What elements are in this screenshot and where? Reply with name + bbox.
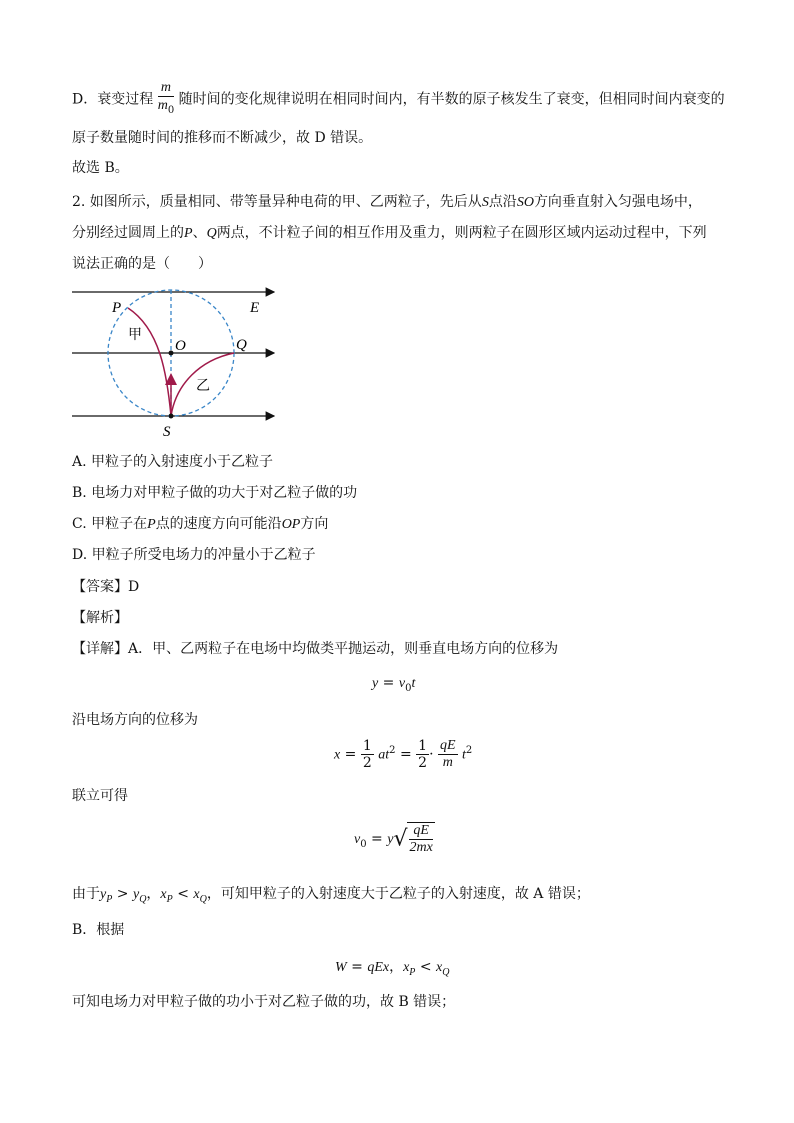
label-S: S xyxy=(163,424,171,440)
label-O: O xyxy=(175,338,186,354)
equation-3: $v_0 = y√$ $\frac{qE}{2mx}$ xyxy=(354,823,433,855)
text-combine: 联立可得 xyxy=(72,788,128,804)
detail-since-line: 由于$y_P > y_Q$，$x_P < x_Q$，可知甲粒子的入射速度大于乙粒子的入射速度，故 A 错误； xyxy=(72,886,590,905)
analysis-tag: 【解析】 xyxy=(72,610,128,626)
option-d: D. 甲粒子所受电场力的冲量小于乙粒子 xyxy=(72,547,316,563)
option-c: C. 甲粒子在P点的速度方向可能沿OP方向 xyxy=(72,516,329,532)
question-line3: 说法正确的是（ ） xyxy=(72,256,212,272)
question-line1: 2. 如图所示，质量相同、带等量异种电荷的甲、乙两粒子，先后从S点沿SO方向垂直射入匀强电场中， xyxy=(72,194,702,210)
equation-4: W = qEx，$x_P < x_Q$ xyxy=(335,959,450,978)
text-along-field: 沿电场方向的位移为 xyxy=(72,712,198,728)
answer-line: 【答案】D xyxy=(72,579,140,595)
previous-option-d-line2: 原子数量随时间的推移而不断减少，故 D 错误。 xyxy=(72,130,373,146)
previous-option-d-line1: D．衰变过程 $\frac{m}{m_0}$ 随时间的变化规律说明在相同时间内，有半数的原子核发生了衰变，但相同时间内衰变的 xyxy=(72,80,725,119)
option-b: B. 电场力对甲粒子做的功大于对乙粒子做的功 xyxy=(72,485,358,501)
field-diagram xyxy=(70,284,280,440)
point-S xyxy=(169,414,174,419)
option-a: A. 甲粒子的入射速度小于乙粒子 xyxy=(72,454,274,470)
label-P: P xyxy=(112,300,122,316)
label-E: E xyxy=(250,300,260,316)
trajectory-jia xyxy=(128,308,171,416)
equation-1: $y = v_0t$ xyxy=(372,675,416,694)
fraction-m-over-m0: $\frac{m}{m_0}$ xyxy=(157,80,175,116)
conclusion-text: 故选 B。 xyxy=(72,160,129,176)
detail-line-b: B．根据 xyxy=(72,922,125,938)
label-Q: Q xyxy=(236,337,247,353)
label-yi: 乙 xyxy=(196,379,210,394)
equation-2: x = $\frac{1}{2}$ $at^2$ = $\frac{1}{2}$ · $\frac{qE}{m}$ $t^2$ xyxy=(334,738,473,771)
detail-line-a: 【详解】A．甲、乙两粒子在电场中均做类平抛运动，则垂直电场方向的位移为 xyxy=(72,641,559,657)
point-O xyxy=(169,351,174,356)
label-jia: 甲 xyxy=(128,328,142,343)
question-line2: 分别经过圆周上的P、Q两点，不计粒子间的相互作用及重力，则两粒子在圆形区域内运动过程中，下列 xyxy=(72,225,707,241)
detail-conclusion-b: 可知电场力对甲粒子做的功小于对乙粒子做的功，故 B 错误； xyxy=(72,994,456,1010)
